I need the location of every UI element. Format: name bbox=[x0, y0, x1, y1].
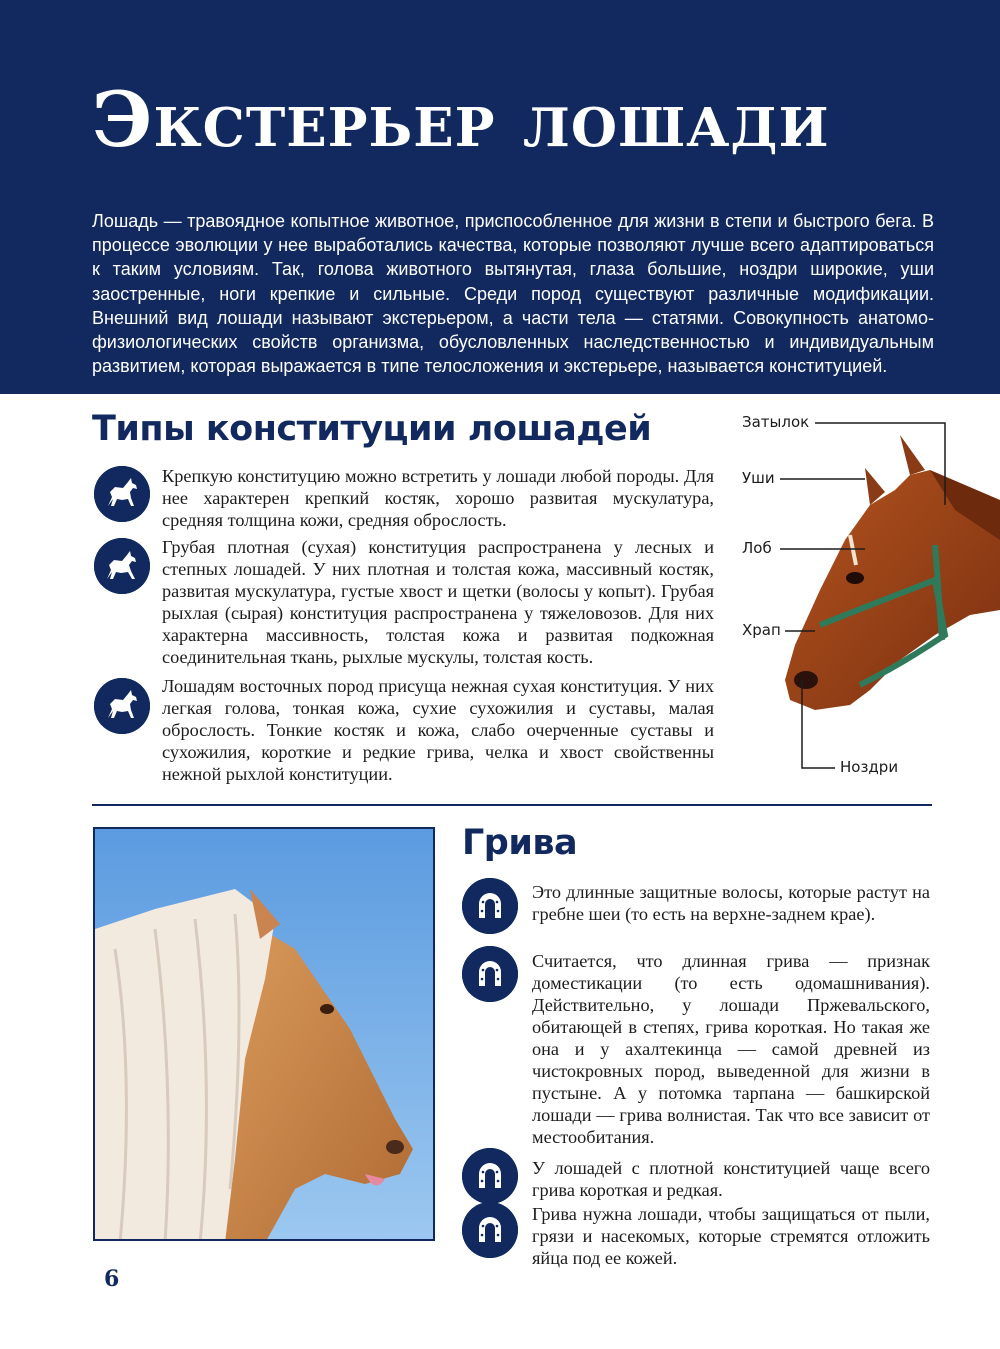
horse-icon bbox=[94, 538, 150, 594]
diagram-label-forehead: Лоб bbox=[742, 539, 772, 557]
page-number: 6 bbox=[104, 1266, 120, 1292]
header-banner bbox=[0, 0, 1000, 394]
intro-paragraph: Лошадь — травоядное копытное животное, приспособленное для жизни в степи и быстрого бега. В процессе эволюции у нее выработались качества, которые позволяют лучше всего адаптироваться к таким условиям. Так, голова животного вытянутая, глаза большие, ноздри широкие, уши заостренные, ноги крепкие и сильные. Среди пород существуют различные модификации. Внешний вид лошади называют экстерьером, а части тела — статями. Совокупность анатомо-физиологических свойств организма, обусловленных наследственностью и индивидуальным развитием, которая выражается в типе телосложения и экстерьере, называется конституцией. bbox=[92, 211, 934, 377]
diagram-leader-lines bbox=[740, 410, 1000, 790]
diagram-label-nostrils: Ноздри bbox=[840, 758, 899, 776]
types-paragraph: Грубая плотная (сухая) конституция распространена у лесных и степных лошадей. У них плотная и толстая кожа, массивный костяк, развитая мускулатура, густые хвост и щетки (волосы у копыт). Грубая рыхлая (сырая) конституция распространена у тяжеловозов. Для них характерна массивность, толстая кожа и развитая подкожная соединительная ткань, рыхлые мускулы, толстая кость. bbox=[162, 537, 714, 667]
horseshoe-icon bbox=[462, 1148, 518, 1204]
mane-paragraph: Это длинные защитные волосы, которые растут на гребне шеи (то есть на верхне-заднем крае). bbox=[532, 882, 930, 924]
mane-paragraph: Грива нужна лошади, чтобы защищаться от пыли, грязи и насекомых, которые стремятся отложить яйца под ее кожей. bbox=[532, 1204, 930, 1268]
types-paragraph: Лошадям восточных пород присуща нежная сухая конституция. У них легкая голова, тонкая кожа, сухие сухожилия и суставы, малая оброслость. Тонкие костяк и кожа, слабо очерченные суставы и сухожилия, короткие и редкие грива, челка и хвост свойственны нежной рыхлой конституции. bbox=[162, 676, 714, 784]
horse-icon bbox=[94, 678, 150, 734]
horse-icon bbox=[94, 466, 150, 522]
diagram-label-ears: Уши bbox=[742, 469, 775, 487]
mane-section-title: Грива bbox=[462, 823, 578, 863]
diagram-label-muzzle: Храп bbox=[742, 621, 781, 639]
horseshoe-icon bbox=[462, 946, 518, 1002]
mane-paragraph: У лошадей с плотной конституцией чаще всего грива короткая и редкая. bbox=[532, 1158, 930, 1200]
diagram-label-occiput: Затылок bbox=[742, 413, 810, 431]
mane-horse-photo bbox=[93, 827, 435, 1241]
mane-paragraph: Считается, что длинная грива — признак доместикации (то есть одомашнивания). Действительно, у лошади Пржевальского, обитающей в степях, грива короткая. Но такая же она и у ахалтекинца — самой древней из чистокровных пород, выведенной для жизни в пустыне. А у потомка тарпана — башкирской лошади — грива волнистая. Так что все зависит от местообитания. bbox=[532, 951, 930, 1147]
page-title: Экстерьер лошади bbox=[92, 75, 830, 164]
section-divider bbox=[92, 804, 932, 806]
horseshoe-icon bbox=[462, 1202, 518, 1258]
horseshoe-icon bbox=[462, 878, 518, 934]
types-paragraph: Крепкую конституцию можно встретить у лошади любой породы. Для нее характерен крепкий костяк, хорошо развитая мускулатура, средняя толщина кожи, средняя оброслость. bbox=[162, 466, 714, 530]
types-section-title: Типы конституции лошадей bbox=[92, 409, 652, 449]
